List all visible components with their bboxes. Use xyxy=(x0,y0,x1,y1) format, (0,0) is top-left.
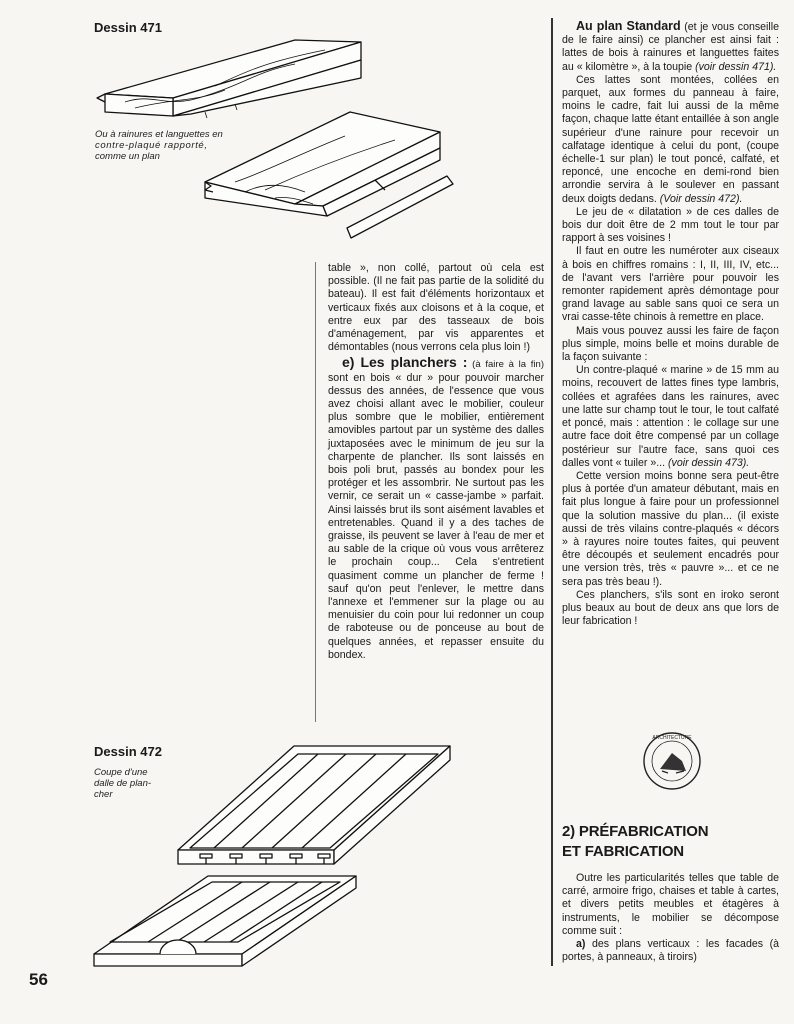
caption-line: Ou à rainures et languettes en xyxy=(95,129,223,140)
figure-472-title: Dessin 472 xyxy=(94,744,162,759)
caption-line: Coupe d'une xyxy=(94,767,148,778)
paragraph xyxy=(562,364,779,470)
right-column-lower xyxy=(562,872,779,964)
page-number: 56 xyxy=(29,970,48,989)
paragraph: Ces planchers, s'ils sont en iroko seront plus beaux au bout de deux ans que lors de leur fabrication ! xyxy=(562,588,779,628)
section-title-line: ET FABRICATION xyxy=(562,843,684,860)
right-column xyxy=(562,20,779,628)
figure-471-caption xyxy=(95,129,265,162)
section-heading-planchers: e) Les planchers : xyxy=(342,354,468,371)
paragraph-text: (et je vous conseille de le faire ainsi) ce plancher est ainsi fait : lattes de bois à rainures et languettes faites au « kilomètre », à la toupie xyxy=(562,21,779,73)
svg-text:ARCHITECTURE: ARCHITECTURE xyxy=(652,735,692,741)
paragraph: Outre les particularités telles que table de carré, armoire frigo, chaises et table à cartes, et divers petits meubles et étagères à instruments, le mobilier se décompose comme suit : xyxy=(562,872,779,937)
column-divider xyxy=(315,262,316,722)
figure-reference: (voir dessin 473). xyxy=(668,456,750,469)
caption-line: contre-plaqué rapporté, xyxy=(95,140,208,151)
figure-472-drawing xyxy=(90,742,460,970)
column-divider xyxy=(551,18,553,966)
caption-line: comme un plan xyxy=(95,151,160,162)
paragraph-text: Un contre-plaqué « marine » de 15 mm au moins, recouvert de lattes fines type lambris, collées et agrafées dans les rainures, avec une latte sur champ tout le tour, le tout calfaté et poncé, mais : attention : le collage sur une autre face doit être compensé par un collage postérieur sur l'autre face, sans quoi ces dalles vont « tuiler »... xyxy=(562,364,779,469)
paragraph: Mais vous pouvez aussi les faire de façon plus simple, moins belle et moins durable de la façon suivante : xyxy=(562,324,779,364)
paragraph xyxy=(562,938,779,964)
figure-471-title: Dessin 471 xyxy=(94,20,162,35)
figure-reference: (Voir dessin 472). xyxy=(659,192,743,205)
heading-aside: (à faire à la fin) xyxy=(467,359,545,371)
paragraph: Cette version moins bonne sera peut-être plus à portée d'un amateur débutant, mais en fait plus longue à faire pour un professionnel que la solution massive du plan... (il existe aussi de très vilains contre-plaqués « décors » à rayures noire toutes faites, qui peuvent être découpés et seulement encadrés pour une version très, très « pauvre »... et ce ne sera pas très beau !). xyxy=(562,469,779,588)
caption-line: dalle de plan- xyxy=(94,778,152,789)
paragraph-text: sont en bois « dur » pour pouvoir marcher dessus des années, de l'essence que vous avez choisi allant avec le mobilier, couleur plus sombre que le mobilier, entièrement amovibles partout par un système des dalles juxtaposées avec le minimum de jeu sur la charpente de plancher. Ils sont laissés en bois poli brut, passés au bondex pour les protéger et les assombrir. Ne surtout pas les vernir, ce serait un « casse-jambe » parfait. Ainsi laissés brut ils sont aisément lavables et entretenables. Quand il y a des taches de graisse, ils peuvent se laver à l'eau de mer et au sable de la crique où vous vous arrêterez le prochain coup... Cela s'entretient quasiment comme un plancher de ferme ! sauf qu'on peut l'enlever, le mettre dans l'annexe et l'emmener sur la plage ou au menuisier du coin pour lui redonner un coup de raboteuse ou de ponceuse au bout de quelques années, et repasser ensuite du bondex. xyxy=(328,371,544,661)
paragraph xyxy=(562,20,779,74)
list-marker: a) xyxy=(576,938,586,951)
caption-line: cher xyxy=(94,789,113,800)
paragraph-text: des plans verticaux : les facades (à portes, à panneaux, à tiroirs) xyxy=(562,938,779,964)
section-title-line: 2) PRÉFABRICATION xyxy=(562,823,709,840)
paragraph-text: Ces lattes sont montées, collées en parquet, aux formes du panneau à faire, moins le cadre, fait lui aussi de la même façon, chaque latte étant entaillée à son angle supérieur d'une rainure pour recevoir un calfatage identique à celui du pont, (coupe échelle-1 sur plan) le tout poncé, calfaté, et reponcé, une encoche en demi-rond bien arrondie servira à le soulever en passant deux doigts dedans. xyxy=(562,73,779,205)
middle-column xyxy=(328,262,544,662)
paragraph xyxy=(328,356,544,662)
heading-plan-standard: Au plan Standard xyxy=(576,19,681,33)
paragraph xyxy=(562,74,779,206)
section-title-prefabrication xyxy=(562,822,708,862)
stamp-logo xyxy=(642,731,702,791)
paragraph: Le jeu de « dilatation » de ces dalles de bois dur doit être de 2 mm tout le tour par rapport à ses voisines ! xyxy=(562,205,779,245)
paragraph: Il faut en outre les numéroter aux ciseaux à bois en chiffres romains : I, II, III, IV, etc... de l'avant vers l'arrière pour pouvoir les remonter rapidement après démontage pour grand lavage au sable sans quoi ce sera un vrai casse-tête chinois à remettre en place. xyxy=(562,245,779,324)
figure-reference: (voir dessin 471). xyxy=(695,60,777,73)
paragraph: table », non collé, partout où cela est possible. (Il ne fait pas partie de la solidité du bateau). Il est fait d'éléments horizontaux et verticaux fixés aux cloisons et à la coque, et entre eux par des tasseaux de bois d'aménagement, par vis apparentes et démontables (nous verrons cela plus loin !) xyxy=(328,262,544,354)
